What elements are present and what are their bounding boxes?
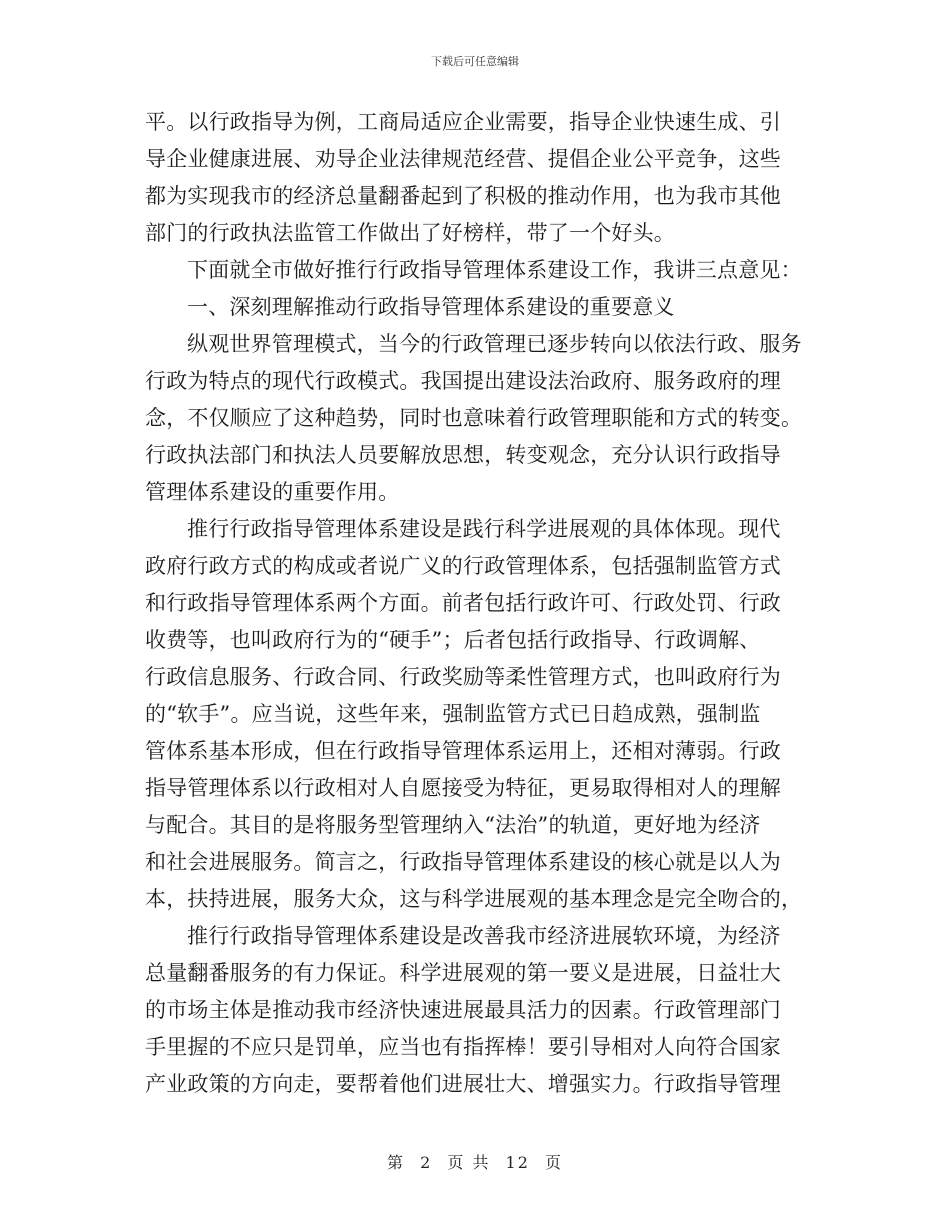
text-line: 管体系基本形成，但在行政指导管理体系运用上，还相对薄弱。行政 <box>145 739 781 763</box>
section-heading: 一、深刻理解推动行政指导管理体系建设的重要意义 <box>187 295 675 319</box>
document-body <box>145 104 805 1103</box>
text-line: 产业政策的方向走，要帮着他们进展壮大、增强实力。行政指导管理 <box>145 1072 781 1096</box>
text-line: 行政执法部门和执法人员要解放思想，转变观念，充分认识行政指导 <box>145 443 781 467</box>
text-line: 部门的行政执法监管工作做出了好榜样，带了一个好头。 <box>145 221 675 245</box>
text-line: 纵观世界管理模式，当今的行政管理已逐步转向以依法行政、服务 <box>187 332 802 356</box>
text-line: 收费等，也叫政府行为的“硬手”；后者包括行政指导、行政调解、 <box>145 628 761 652</box>
text-line: 导企业健康进展、劝导企业法律规范经营、提倡企业公平竞争，这些 <box>145 147 781 171</box>
text-line: 指导管理体系以行政相对人自愿接受为特征，更易取得相对人的理解 <box>145 776 781 800</box>
text-line: 与配合。其目的是将服务型管理纳入“法治”的轨道，更好地为经济 <box>145 813 761 837</box>
text-line: 管理体系建设的重要作用。 <box>145 480 400 504</box>
footer-suffix: 页 <box>545 1153 564 1172</box>
text-line: 下面就全市做好推行行政指导管理体系建设工作，我讲三点意见： <box>187 258 802 282</box>
text-line: 和行政指导管理体系两个方面。前者包括行政许可、行政处罚、行政 <box>145 591 781 615</box>
text-line: 行政为特点的现代行政模式。我国提出建设法治政府、服务政府的理 <box>145 369 781 393</box>
text-line: 的市场主体是推动我市经济快速进展最具活力的因素。行政管理部门 <box>145 998 781 1022</box>
footer-page-number: 2 <box>420 1153 433 1172</box>
text-line: 平。以行政指导为例，工商局适应企业需要，指导企业快速生成、引 <box>145 110 781 134</box>
text-line: 都为实现我市的经济总量翻番起到了积极的推动作用，也为我市其他 <box>145 184 781 208</box>
text-line: 政府行政方式的构成或者说广义的行政管理体系，包括强制监管方式 <box>145 554 781 578</box>
text-line: 念，不仅顺应了这种趋势，同时也意味着行政管理职能和方式的转变。 <box>145 406 803 430</box>
text-line: 行政信息服务、行政合同、行政奖励等柔性管理方式，也叫政府行为 <box>145 665 781 689</box>
footer-mid: 页 共 <box>447 1153 491 1172</box>
page-footer <box>0 1150 950 1173</box>
text-line: 总量翻番服务的有力保证。科学进展观的第一要义是进展，日益壮大 <box>145 961 781 985</box>
page-header: 下载后可任意编辑 <box>431 55 519 68</box>
text-line: 推行行政指导管理体系建设是践行科学进展观的具体体现。现代 <box>187 517 781 541</box>
footer-total-pages: 12 <box>505 1153 530 1172</box>
text-line: 本，扶持进展，服务大众，这与科学进展观的基本理念是完全吻合的， <box>145 887 803 911</box>
text-line: 的“软手”。应当说，这些年来，强制监管方式已日趋成熟，强制监 <box>145 702 761 726</box>
text-line: 推行行政指导管理体系建设是改善我市经济进展软环境，为经济 <box>187 924 781 948</box>
footer-prefix: 第 <box>386 1153 405 1172</box>
text-line: 手里握的不应只是罚单，应当也有指挥棒！要引导相对人向符合国家 <box>145 1035 781 1059</box>
text-line: 和社会进展服务。简言之，行政指导管理体系建设的核心就是以人为 <box>145 850 781 874</box>
